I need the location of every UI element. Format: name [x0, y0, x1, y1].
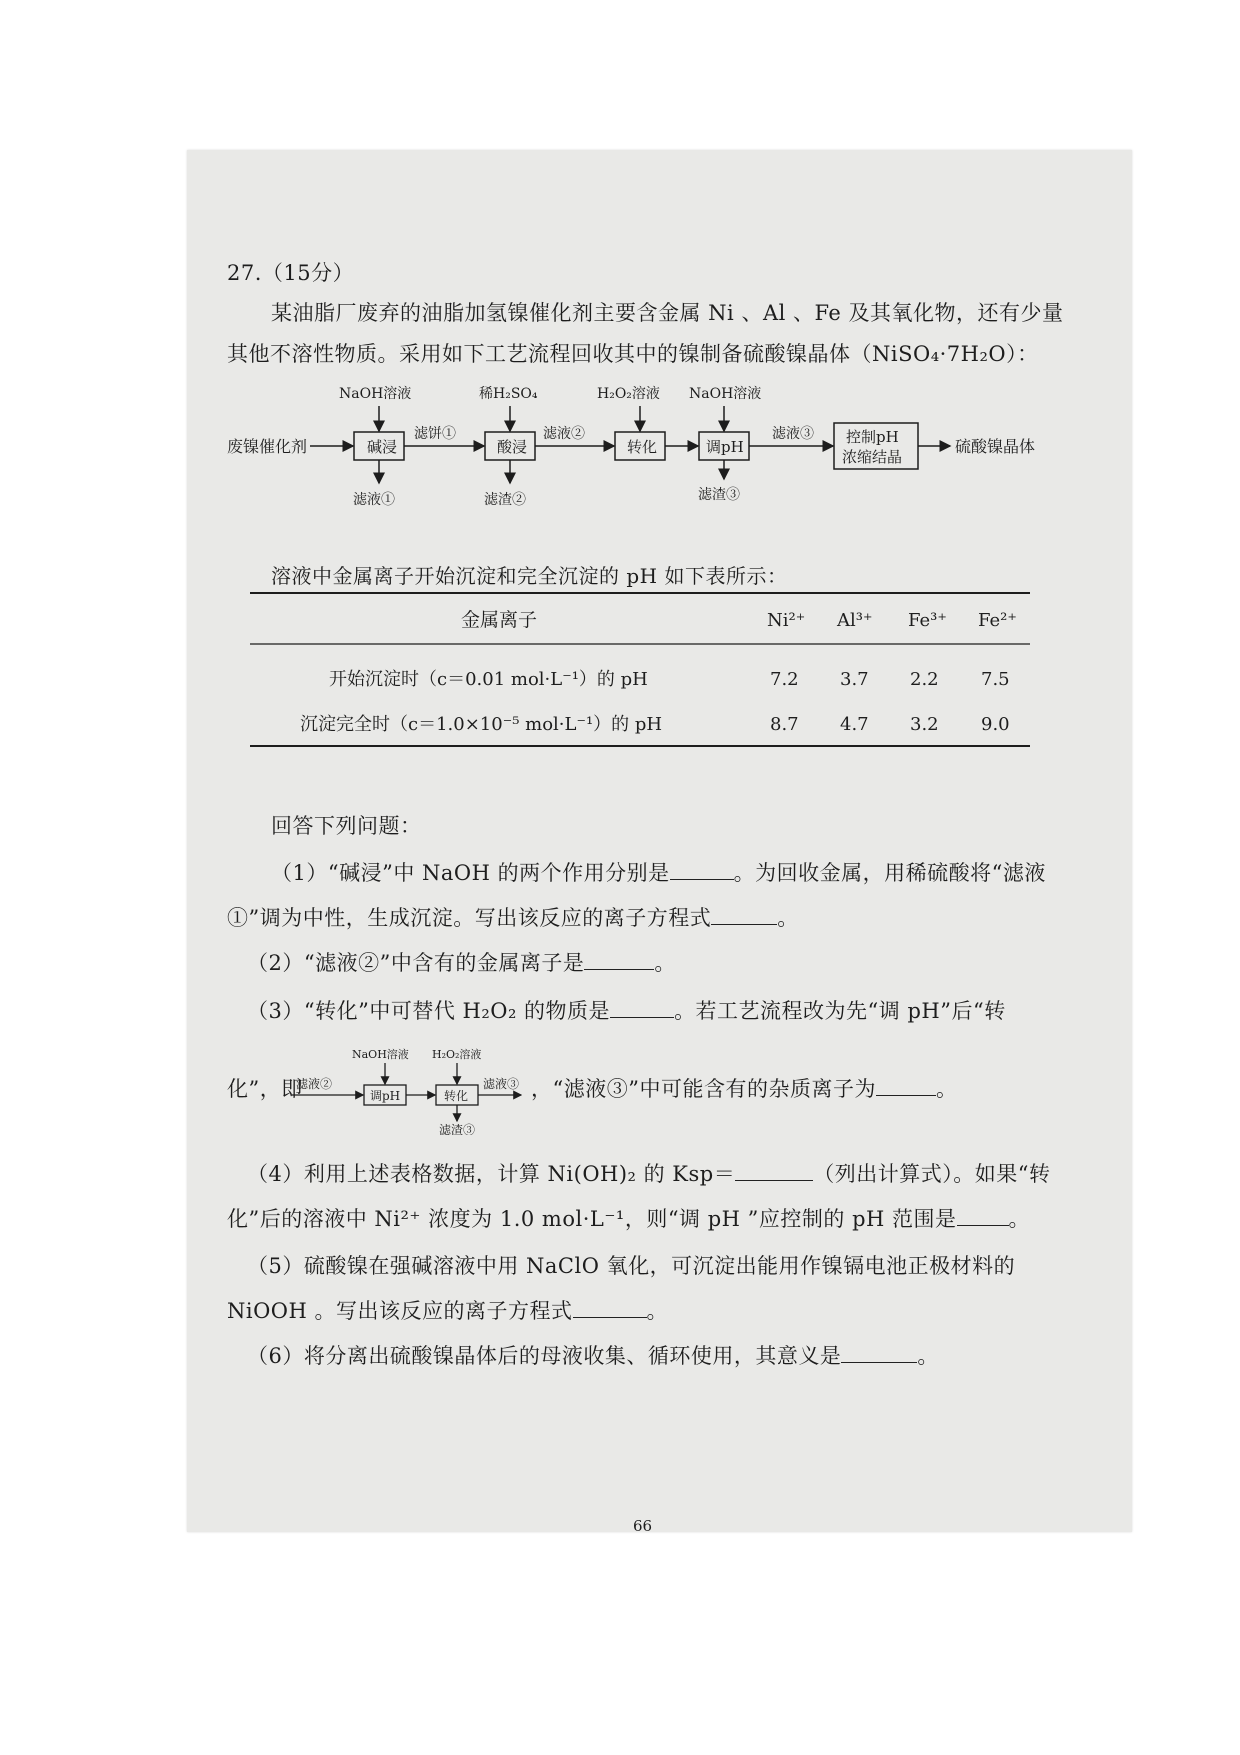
q4-text-b: （列出计算式）。如果“转	[813, 1162, 1051, 1186]
q5-blank	[573, 1316, 647, 1318]
table-row2-label: 沉淀完全时（c＝1.0×10⁻⁵ mol·L⁻¹）的 pH	[300, 714, 663, 735]
table-ion-fe3: Fe³⁺	[908, 610, 947, 631]
q1-text-c: ①”调为中性，生成沉淀。写出该反应的离子方程式	[227, 906, 712, 930]
flow-reagent3: H₂O₂溶液	[597, 386, 660, 402]
intro-line-1: 某油脂厂废弃的油脂加氢镍催化剂主要含金属 Ni 、Al 、Fe 及其氧化物，还有少量	[271, 301, 1064, 325]
flow-step1: 碱浸	[367, 438, 398, 456]
flow-out3: 滤渣③	[698, 487, 740, 503]
flow-reagent1: NaOH溶液	[339, 386, 412, 402]
q1-text-b: 。为回收金属，用稀硫酸将“滤液	[733, 861, 1046, 885]
flow-mid1: 滤饼①	[414, 426, 456, 442]
q3-text-c: 化”，即	[227, 1077, 303, 1101]
q4-text-c: 化”后的溶液中 Ni²⁺ 浓度为 1.0 mol·L⁻¹，则“调 pH ”应控制的 pH 范围是	[227, 1207, 957, 1231]
q4-blank-2	[957, 1224, 1009, 1226]
flow-step4: 调pH	[706, 438, 744, 456]
flow-reagent2: 稀H₂SO₄	[479, 386, 538, 402]
q1-text-d: 。	[777, 906, 799, 930]
q3-text-d: ，“滤液③”中可能含有的杂质离子为	[531, 1077, 876, 1101]
table-row1-fe2: 7.5	[981, 669, 1010, 690]
flow-step5-line1: 控制pH	[846, 428, 899, 446]
q3-line2	[531, 1073, 957, 1103]
flow-reagent4: NaOH溶液	[689, 386, 762, 402]
q5-text-c: 。	[646, 1299, 669, 1323]
q1-blank-1	[670, 878, 734, 880]
q3-text-a: （3）“转化”中可替代 H₂O₂ 的物质是	[247, 999, 611, 1023]
q1-line1	[271, 857, 1046, 887]
q3-blank-1	[610, 1016, 674, 1018]
q1-line2	[227, 902, 799, 932]
mini-flow-box1: 调pH	[370, 1089, 401, 1103]
ph-table	[187, 588, 1132, 763]
q4-text-d: 。	[1008, 1207, 1031, 1231]
q2-text-a: （2）“滤液②”中含有的金属离子是	[247, 951, 585, 975]
q1-blank-2	[711, 923, 777, 925]
mini-flow-mid: 滤液③	[483, 1077, 520, 1091]
mini-flow-out: 滤渣③	[439, 1123, 476, 1135]
flow-start: 废镍催化剂	[227, 437, 308, 456]
flow-out2: 滤渣②	[484, 492, 526, 508]
q5-text-b: NiOOH 。写出该反应的离子方程式	[227, 1299, 573, 1323]
q3-line1	[247, 995, 1006, 1025]
q5-text-a: （5）硫酸镍在强碱溶液中用 NaClO 氧化，可沉淀出能用作镍镉电池正极材料的	[247, 1254, 1016, 1278]
q3-text-e: 。	[935, 1077, 958, 1101]
q4-text-a: （4）利用上述表格数据，计算 Ni(OH)₂ 的 Ksp＝	[247, 1162, 736, 1186]
table-row2-fe2: 9.0	[981, 714, 1010, 735]
flow-mid2: 滤液②	[543, 426, 585, 442]
process-flow-diagram	[187, 380, 1132, 515]
q1-text-a: （1）“碱浸”中 NaOH 的两个作用分别是	[271, 861, 670, 885]
table-row1-ni: 7.2	[770, 669, 799, 690]
q3-text-b: 。若工艺流程改为先“调 pH”后“转	[674, 999, 1006, 1023]
q2-blank	[584, 968, 654, 970]
mini-flow-box2: 转化	[444, 1089, 469, 1103]
table-row2-al: 4.7	[840, 714, 869, 735]
mini-flow-reagent1: NaOH溶液	[352, 1048, 409, 1061]
q4-line2	[227, 1203, 1030, 1233]
table-intro: 溶液中金属离子开始沉淀和完全沉淀的 pH 如下表所示：	[271, 564, 788, 588]
table-row1-fe3: 2.2	[910, 669, 939, 690]
table-header-label: 金属离子	[461, 609, 538, 631]
table-row1-al: 3.7	[840, 669, 869, 690]
question-number: 27.（15分）	[227, 261, 355, 285]
q2-text-b: 。	[654, 951, 676, 975]
page-number: 66	[633, 1517, 653, 1535]
flow-mid3: 滤液③	[772, 426, 814, 442]
table-row2-fe3: 3.2	[910, 714, 939, 735]
q2-line	[247, 947, 676, 977]
flow-product: 硫酸镍晶体	[955, 437, 1036, 456]
table-ion-fe2: Fe²⁺	[978, 610, 1017, 631]
intro-line-2: 其他不溶性物质。采用如下工艺流程回收其中的镍制备硫酸镍晶体（NiSO₄·7H₂O）：	[227, 342, 1039, 366]
flow-step5-line2: 浓缩结晶	[842, 448, 903, 466]
q4-line1	[247, 1158, 1050, 1188]
mini-flow-reagent2: H₂O₂溶液	[432, 1048, 482, 1061]
flow-step3: 转化	[627, 438, 658, 456]
q6-line	[247, 1340, 939, 1370]
table-ion-al: Al³⁺	[837, 610, 873, 631]
mini-process-flow	[292, 1045, 522, 1135]
mini-flow-in: 滤液②	[296, 1077, 333, 1091]
table-ion-ni: Ni²⁺	[767, 610, 806, 631]
flow-out1: 滤液①	[353, 492, 395, 508]
q4-blank-1	[735, 1179, 813, 1181]
flow-step2: 酸浸	[497, 438, 528, 456]
q3-blank-2	[876, 1094, 936, 1096]
table-row1-label: 开始沉淀时（c＝0.01 mol·L⁻¹）的 pH	[329, 669, 648, 690]
exam-page	[187, 150, 1132, 1532]
table-row2-ni: 8.7	[770, 714, 799, 735]
answer-header: 回答下列问题：	[271, 814, 422, 838]
q6-text-a: （6）将分离出硫酸镍晶体后的母液收集、循环使用，其意义是	[247, 1344, 842, 1368]
q6-text-b: 。	[917, 1344, 939, 1368]
q6-blank	[841, 1361, 917, 1363]
q5-line2	[227, 1295, 668, 1325]
